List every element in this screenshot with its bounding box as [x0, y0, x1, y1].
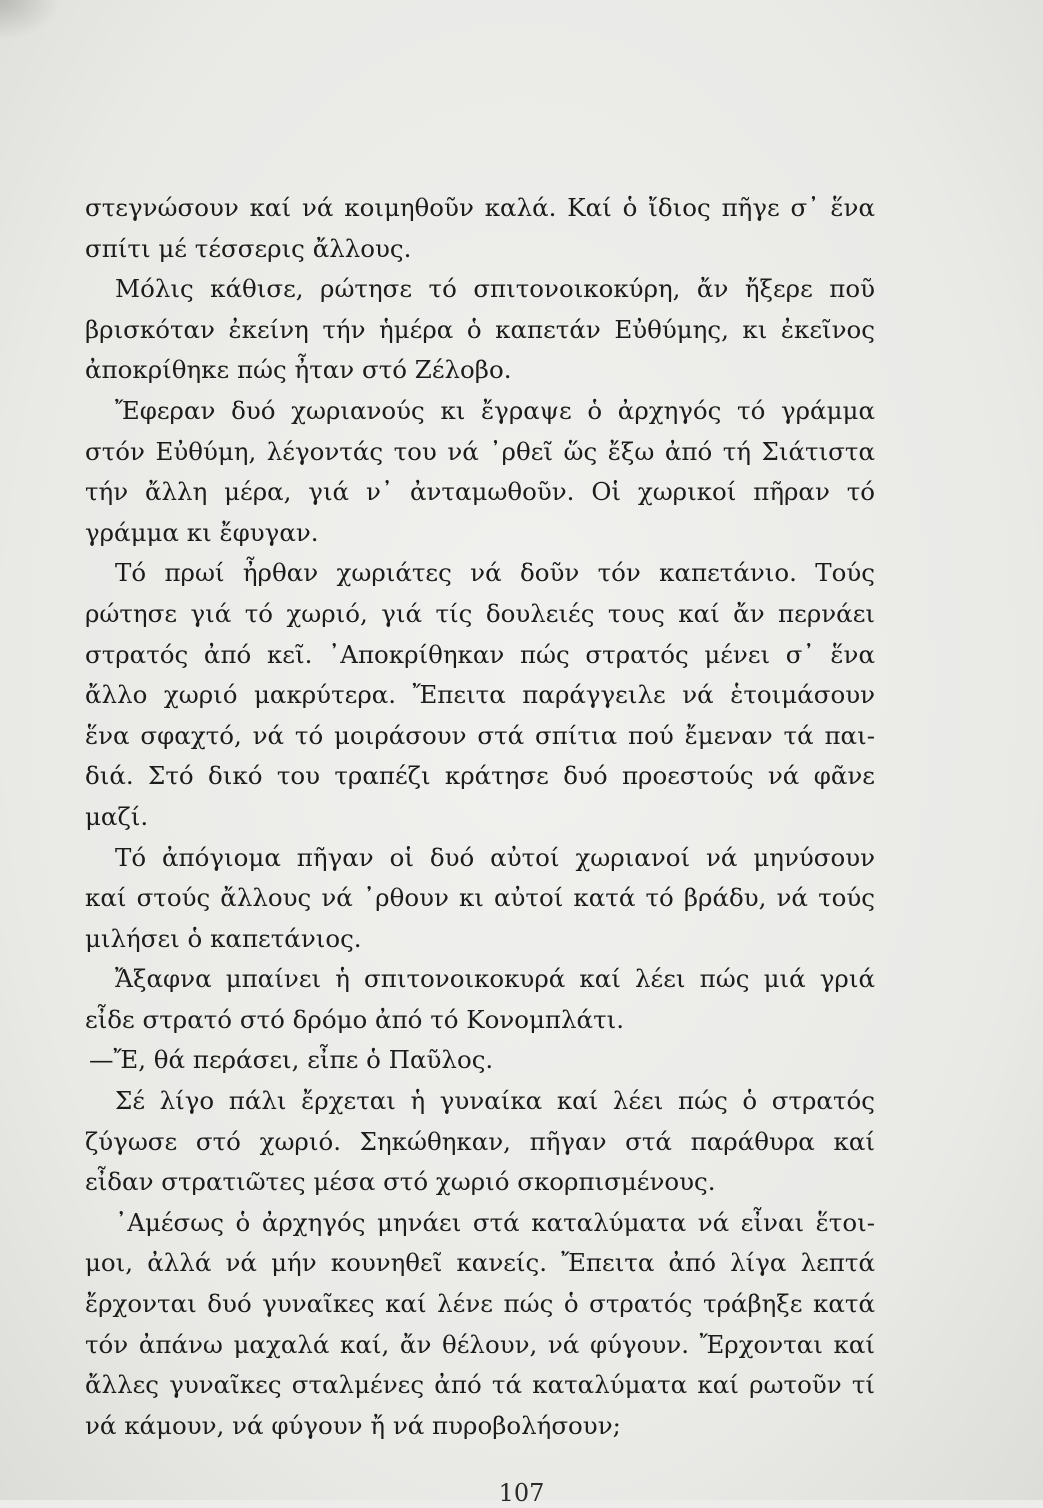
text-line: ἄλλο χωριό μακρύτερα. Ἔπειτα παράγγειλε νά ἑτοιμάσουν — [85, 680, 875, 710]
text-line: ἔρχονται δυό γυναῖκες καί λένε πώς ὁ στρατός τράβηξε κατά — [85, 1289, 875, 1319]
text-line: στεγνώσουν καί νά κοιμηθοῦν καλά. Καί ὁ ἴδιος πῆγε σ᾽ ἕνα — [85, 193, 875, 222]
text-line: διά. Στό δικό του τραπέζι κράτησε δυό προεστούς νά φᾶνε — [85, 761, 875, 791]
text-line: Τό ἀπόγιομα πῆγαν οἱ δυό αὐτοί χωριανοί νά μηνύσουν — [115, 842, 875, 872]
page-number: 107 — [498, 1479, 545, 1507]
text-line: μιλήσει ὁ καπετάνιος. — [85, 923, 362, 953]
text-line: βρισκόταν ἐκείνη τήν ἡμέρα ὁ καπετάν Εὐθύμης, κι ἐκεῖνος — [85, 314, 875, 344]
text-line: ζύγωσε στό χωριό. Σηκώθηκαν, πῆγαν στά παράθυρα καί — [85, 1126, 875, 1156]
text-line: εἶδε στρατό στό δρόμο ἀπό τό Κονομπλάτι. — [85, 1004, 625, 1034]
text-line: Τό πρωί ἦρθαν χωριάτες νά δοῦν τόν καπετάνιο. Τούς — [115, 558, 875, 588]
text-line: Ἔφεραν δυό χωριανούς κι ἔγραψε ὁ ἀρχηγός τό γράμμα — [115, 395, 875, 425]
text-line: ρώτησε γιά τό χωριό, γιά τίς δουλειές τους καί ἄν περνάει — [85, 598, 875, 628]
text-line: γράμμα κι ἔφυγαν. — [85, 517, 319, 547]
text-line: Ἄξαφνα μπαίνει ἡ σπιτονοικοκυρά καί λέει πώς μιά γριά — [115, 964, 875, 994]
scan-corner-shadow — [0, 0, 60, 40]
text-line: ἀποκρίθηκε πώς ἦταν στό Ζέλοβο. — [85, 355, 512, 385]
text-line: ᾽Αμέσως ὁ ἀρχηγός μηνάει στά καταλύματα νά εἶναι ἕτοι- — [115, 1207, 875, 1237]
text-line: στόν Εὐθύμη, λέγοντάς του νά ᾽ρθεῖ ὥς ἔξω ἀπό τή Σιάτιστα — [85, 436, 875, 466]
text-line: τήν ἄλλη μέρα, γιά ν᾽ ἀνταμωθοῦν. Οἱ χωρικοί πῆραν τό — [85, 477, 875, 507]
text-line: τόν ἀπάνω μαχαλά καί, ἄν θέλουν, νά φύγουν. Ἔρχονται καί — [85, 1329, 875, 1359]
text-line: μαζί. — [85, 801, 149, 831]
text-line: νά κάμουν, νά φύγουν ἤ νά πυροβολήσουν; — [85, 1410, 621, 1440]
text-line: σπίτι μέ τέσσερις ἄλλους. — [85, 233, 412, 263]
text-line: Σέ λίγο πάλι ἔρχεται ἡ γυναίκα καί λέει πώς ὁ στρατός — [115, 1086, 875, 1116]
body-text — [85, 188, 875, 1446]
text-line: ἕνα σφαχτό, νά τό μοιράσουν στά σπίτια πού ἔμεναν τά παι- — [85, 720, 875, 750]
text-line: Μόλις κάθισε, ρώτησε τό σπιτονοικοκύρη, ἄν ἤξερε ποῦ — [115, 274, 875, 304]
text-line: μοι, ἀλλά νά μήν κουνηθεῖ κανείς. Ἔπειτα ἀπό λίγα λεπτά — [85, 1248, 875, 1278]
text-line: στρατός ἀπό κεῖ. ᾽Αποκρίθηκαν πώς στρατός μένει σ᾽ ἕνα — [85, 639, 875, 669]
text-line: —Ἔ, θά περάσει, εἶπε ὁ Παῦλος. — [89, 1045, 494, 1075]
text-line: καί στούς ἄλλους νά ᾽ρθουν κι αὐτοί κατά τό βράδυ, νά τούς — [85, 883, 875, 913]
text-line: ἄλλες γυναῖκες σταλμένες ἀπό τά καταλύματα καί ρωτοῦν τί — [85, 1370, 875, 1400]
text-line: εἶδαν στρατιῶτες μέσα στό χωριό σκορπισμένους. — [85, 1167, 716, 1197]
